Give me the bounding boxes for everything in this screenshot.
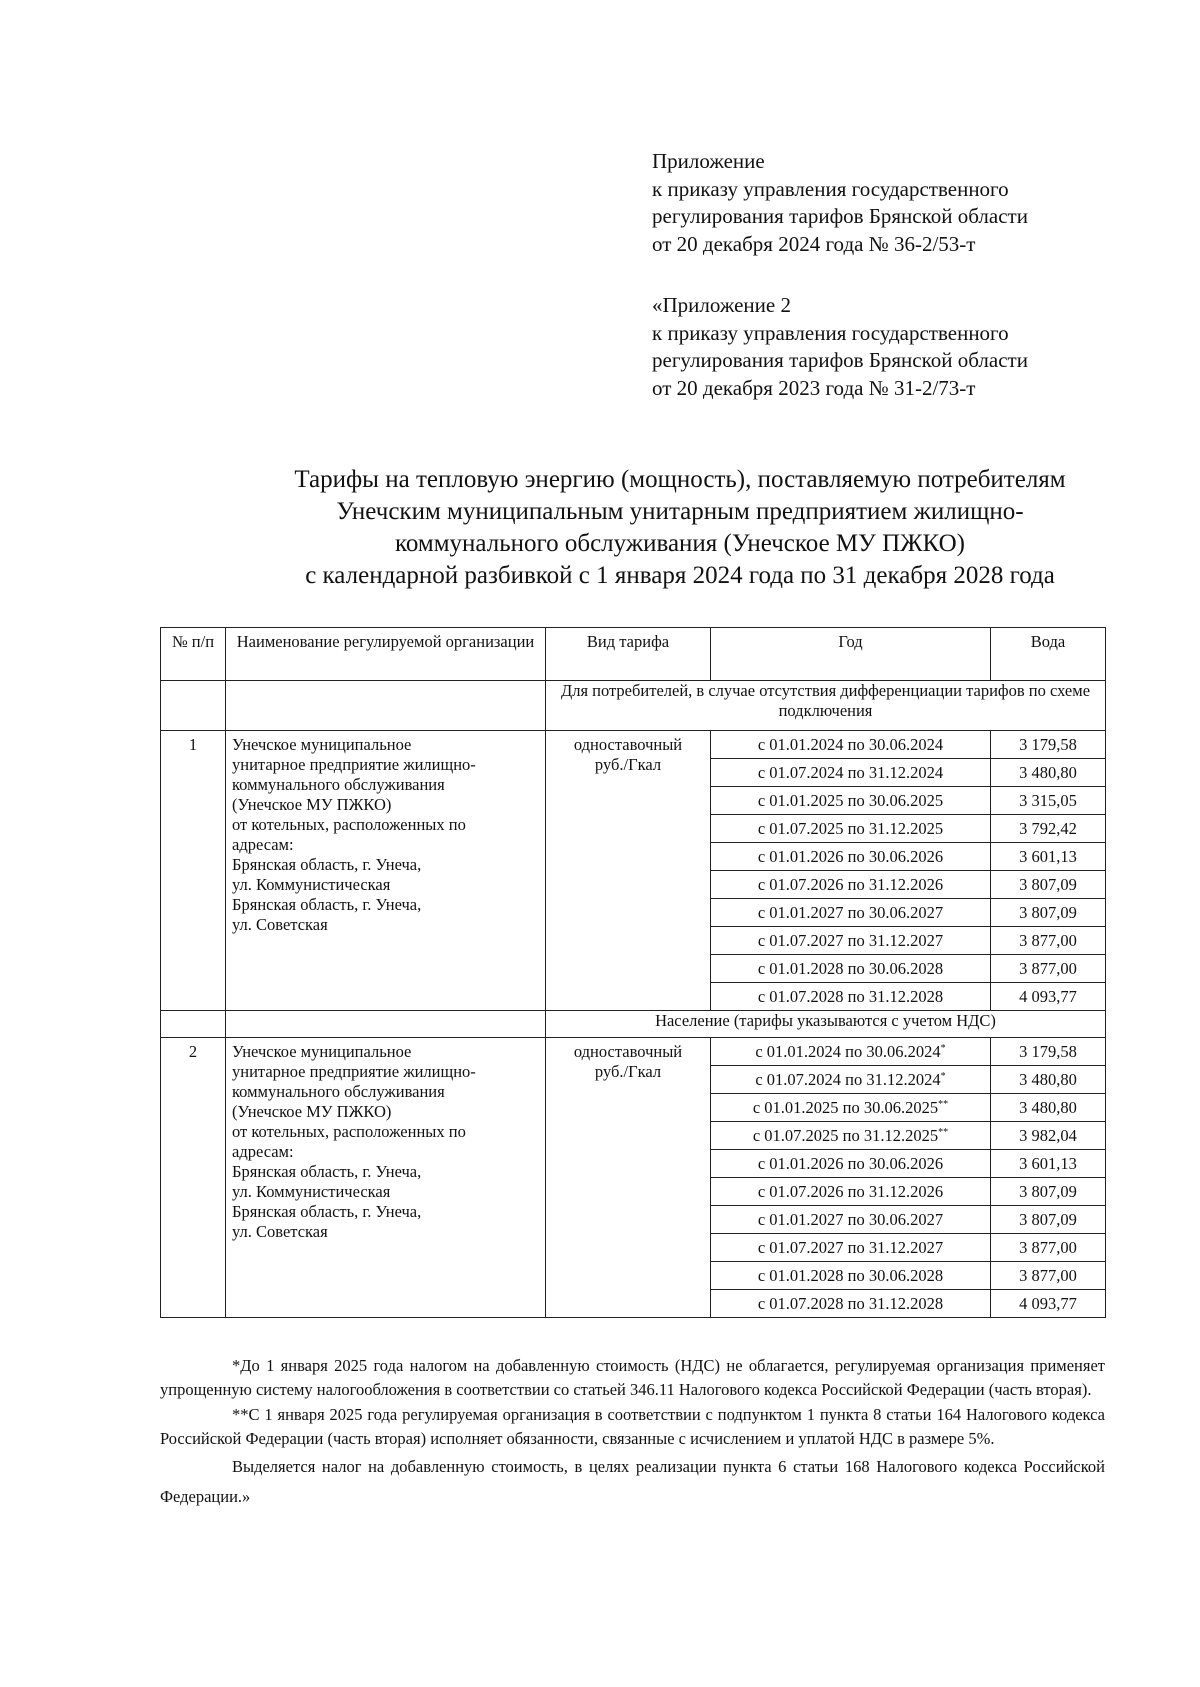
period-cell — [711, 1038, 991, 1066]
period-text: с 01.07.2025 по 31.12.2025 — [757, 818, 944, 838]
water-tariff-value: 3 179,58 — [991, 1038, 1106, 1066]
water-tariff-value: 3 807,09 — [991, 1178, 1106, 1206]
tariff-kind-line: одноставочный — [573, 1042, 683, 1061]
organization-line: адресам: — [232, 835, 294, 854]
period-text: с 01.01.2026 по 30.06.2026 — [757, 1153, 944, 1173]
organization-line: Унечское муниципальное — [232, 1042, 412, 1061]
tariff-kind-line: руб./Гкал — [594, 1062, 662, 1081]
period-text: с 01.07.2024 по 31.12.2024 — [755, 1069, 941, 1089]
empty-cell — [161, 681, 226, 731]
period-text: с 01.01.2024 по 30.06.2024 — [757, 734, 944, 754]
section-heading: Для потребителей, в случае отсутствия дифференциации тарифов по схеме подключения — [546, 681, 1106, 731]
period-cell — [711, 1290, 991, 1318]
water-tariff-value: 4 093,77 — [991, 983, 1106, 1011]
document-title — [200, 464, 1160, 592]
water-tariff-value: 3 601,13 — [991, 843, 1106, 871]
footnote-vat-exempt: *До 1 января 2025 года налогом на добавленную стоимость (НДС) не облагается, регулируемая организация применяет упрощенную систему налогообложения в соответствии со статьей 346.11 Налогового кодекса Российской Федерации (часть вторая). — [160, 1356, 1105, 1399]
period-cell — [711, 1094, 991, 1122]
organization-line: ул. Коммунистическая — [232, 875, 391, 894]
section-heading: Население (тарифы указываются с учетом НДС) — [546, 1011, 1106, 1038]
organization-line: коммунального обслуживания — [232, 1082, 445, 1101]
period-cell — [711, 1150, 991, 1178]
period-text: с 01.01.2025 по 30.06.2025 — [752, 1097, 939, 1117]
period-cell — [711, 815, 991, 843]
period-text: с 01.01.2028 по 30.06.2028 — [757, 1265, 944, 1285]
water-tariff-value: 3 807,09 — [991, 871, 1106, 899]
period-text: с 01.01.2024 по 30.06.2024 — [755, 1041, 941, 1061]
period-cell — [711, 1234, 991, 1262]
water-tariff-value: 3 982,04 — [991, 1122, 1106, 1150]
header-period: Год — [711, 628, 991, 681]
footnote-mark: ** — [938, 1126, 949, 1138]
water-tariff-value: 3 179,58 — [991, 731, 1106, 759]
table-row — [161, 1038, 1106, 1066]
period-cell — [711, 955, 991, 983]
empty-cell — [226, 1011, 546, 1038]
organization-cell — [226, 731, 546, 1011]
period-text: с 01.07.2024 по 31.12.2024 — [757, 762, 944, 782]
organization-line: ул. Советская — [232, 915, 328, 934]
section-heading-row — [161, 681, 1106, 731]
organization-line: Брянская область, г. Унеча, — [232, 1162, 422, 1181]
row-number: 2 — [161, 1038, 226, 1318]
footnote-vat-5: **С 1 января 2025 года регулируемая организация в соответствии с подпунктом 1 пункта 8 статьи 164 Налогового кодекса Российской Федерации (часть вторая) исполняет обязанности, связанные с исчислением и уплатой НДС в размере 5%. — [160, 1405, 1105, 1448]
water-tariff-value: 3 480,80 — [991, 1066, 1106, 1094]
water-tariff-value: 3 601,13 — [991, 1150, 1106, 1178]
period-text: с 01.07.2028 по 31.12.2028 — [757, 986, 944, 1006]
empty-cell — [161, 1011, 226, 1038]
footnote-mark: * — [940, 1042, 946, 1054]
appendix-line: Приложение — [652, 149, 765, 173]
organization-line: от котельных, расположенных по — [232, 815, 466, 834]
water-tariff-value: 3 792,42 — [991, 815, 1106, 843]
organization-line: ул. Коммунистическая — [232, 1182, 391, 1201]
period-text: с 01.07.2025 по 31.12.2025 — [752, 1125, 939, 1145]
organization-line: Брянская область, г. Унеча, — [232, 895, 422, 914]
period-cell — [711, 927, 991, 955]
organization-line: ул. Советская — [232, 1222, 328, 1241]
water-tariff-value: 3 480,80 — [991, 1094, 1106, 1122]
period-text: с 01.01.2027 по 30.06.2027 — [757, 902, 944, 922]
period-cell — [711, 983, 991, 1011]
footnote-vat-allocated: Выделяется налог на добавленную стоимость, в целях реализации пункта 6 статьи 168 Налогового кодекса Российской Федерации.» — [160, 1457, 1105, 1506]
appendix-line: регулирования тарифов Брянской области — [652, 348, 1028, 372]
water-tariff-value: 4 093,77 — [991, 1290, 1106, 1318]
title-line: коммунального обслуживания (Унечское МУ ПЖКО) — [394, 530, 965, 557]
header-num: № п/п — [161, 628, 226, 681]
title-line: с календарной разбивкой с 1 января 2024 года по 31 декабря 2028 года — [305, 562, 1055, 589]
water-tariff-value: 3 807,09 — [991, 1206, 1106, 1234]
water-tariff-value: 3 877,00 — [991, 1234, 1106, 1262]
empty-cell — [226, 681, 546, 731]
appendix-line: к приказу управления государственного — [652, 320, 1009, 345]
tariff-kind-cell — [546, 731, 711, 1011]
organization-line: (Унечское МУ ПЖКО) — [232, 1102, 392, 1121]
period-cell — [711, 899, 991, 927]
organization-line: Унечское муниципальное — [232, 735, 412, 754]
period-cell — [711, 1206, 991, 1234]
organization-line: адресам: — [232, 1142, 294, 1161]
water-tariff-value: 3 480,80 — [991, 759, 1106, 787]
tariff-table — [160, 627, 1106, 1318]
organization-line: Брянская область, г. Унеча, — [232, 1202, 422, 1221]
period-cell — [711, 871, 991, 899]
appendix-line: от 20 декабря 2023 года № 31-2/73-т — [652, 375, 976, 400]
period-cell — [711, 787, 991, 815]
footnotes — [160, 1354, 1105, 1513]
organization-line: унитарное предприятие жилищно- — [232, 755, 476, 774]
period-text: с 01.07.2027 по 31.12.2027 — [757, 930, 944, 950]
organization-line: Брянская область, г. Унеча, — [232, 855, 422, 874]
header-organization: Наименование регулируемой организации — [226, 628, 546, 681]
organization-cell — [226, 1038, 546, 1318]
appendix-line: к приказу управления государственного — [652, 176, 1009, 201]
appendix-line: от 20 декабря 2024 года № 36-2/53-т — [652, 231, 976, 256]
period-text: с 01.07.2026 по 31.12.2026 — [757, 1181, 944, 1201]
footnote-mark: * — [940, 1070, 946, 1082]
period-text: с 01.01.2025 по 30.06.2025 — [757, 790, 944, 810]
appendix-prev-block — [652, 292, 1172, 402]
water-tariff-value: 3 807,09 — [991, 899, 1106, 927]
period-text: с 01.01.2026 по 30.06.2026 — [757, 846, 944, 866]
period-cell — [711, 1066, 991, 1094]
title-line: Унечским муниципальным унитарным предприятием жилищно- — [336, 498, 1024, 525]
organization-line: (Унечское МУ ПЖКО) — [232, 795, 392, 814]
header-water: Вода — [991, 628, 1106, 681]
period-text: с 01.01.2027 по 30.06.2027 — [757, 1209, 944, 1229]
tariff-kind-line: руб./Гкал — [594, 755, 662, 774]
section-heading-row — [161, 1011, 1106, 1038]
tariff-kind-cell — [546, 1038, 711, 1318]
water-tariff-value: 3 877,00 — [991, 955, 1106, 983]
row-number: 1 — [161, 731, 226, 1011]
period-cell — [711, 1122, 991, 1150]
organization-line: унитарное предприятие жилищно- — [232, 1062, 476, 1081]
title-line: Тарифы на тепловую энергию (мощность), поставляемую потребителям — [294, 466, 1066, 493]
period-cell — [711, 1178, 991, 1206]
table-row — [161, 731, 1106, 759]
water-tariff-value: 3 877,00 — [991, 927, 1106, 955]
period-text: с 01.07.2027 по 31.12.2027 — [757, 1237, 944, 1257]
period-cell — [711, 759, 991, 787]
period-cell — [711, 731, 991, 759]
header-tariff-kind: Вид тарифа — [546, 628, 711, 681]
tariff-kind-line: одноставочный — [573, 735, 683, 754]
period-cell — [711, 1262, 991, 1290]
water-tariff-value: 3 315,05 — [991, 787, 1106, 815]
appendix-line: «Приложение 2 — [652, 293, 791, 317]
period-text: с 01.07.2026 по 31.12.2026 — [757, 874, 944, 894]
table-body — [161, 681, 1106, 1318]
table-header-row — [161, 628, 1106, 681]
appendix-line: регулирования тарифов Брянской области — [652, 204, 1028, 228]
organization-line: коммунального обслуживания — [232, 775, 445, 794]
period-text: с 01.07.2028 по 31.12.2028 — [757, 1293, 944, 1313]
appendix-main-block — [652, 148, 1172, 258]
footnote-mark: ** — [938, 1098, 949, 1110]
period-text: с 01.01.2028 по 30.06.2028 — [757, 958, 944, 978]
organization-line: от котельных, расположенных по — [232, 1122, 466, 1141]
water-tariff-value: 3 877,00 — [991, 1262, 1106, 1290]
period-cell — [711, 843, 991, 871]
